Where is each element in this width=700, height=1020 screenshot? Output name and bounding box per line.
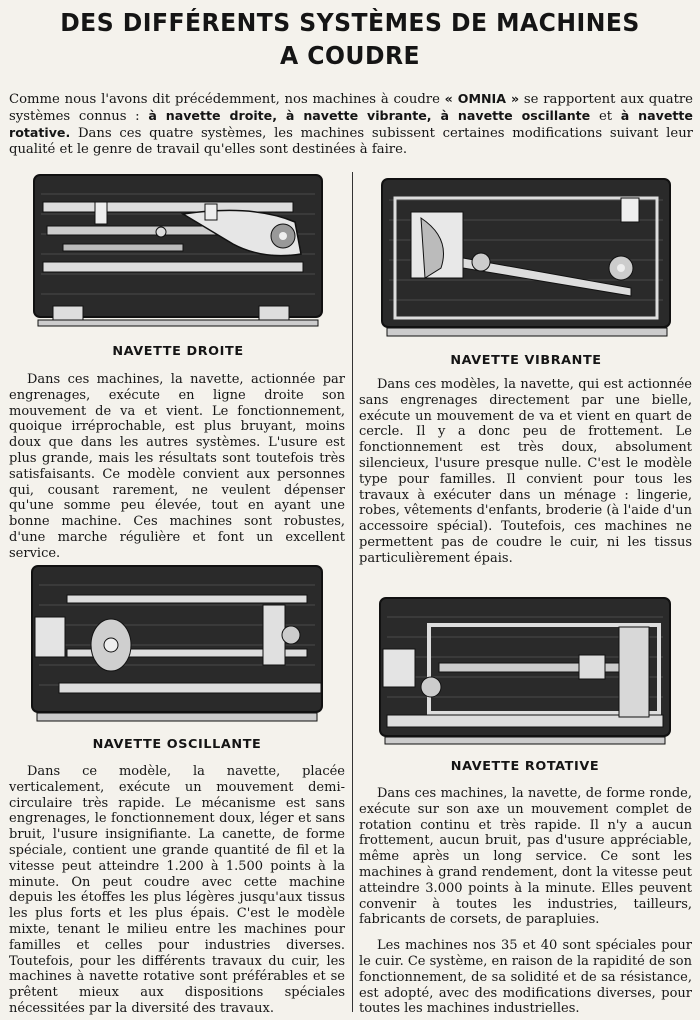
column-divider bbox=[352, 172, 353, 1012]
intro-system-rotative: à navette rotative. bbox=[9, 108, 693, 140]
navette-vibrante-illustration bbox=[381, 178, 671, 343]
navette-droite-paragraph: Dans ces machines, la navette, actionnée par engrenages, exécute en ligne droite son mouvement de va et vient. Le fonctionnement, quoique irréprochable, est plus bruyant, moins doux que dans les autres systèmes. L'usure est plus grande, mais les résultats sont toutefois très satisfaisants. Ce modèle convient aux personnes qui, cousant rarement, ne veulent dépenser qu'une somme peu élevée, tout en ayant une bonne machine. Ces machines sont robustes, d'une marche régulière et font un excellent service. bbox=[9, 372, 345, 561]
navette-rotative-caption: NAVETTE ROTATIVE bbox=[450, 759, 600, 774]
navette-rotative-paragraph-1: Dans ces machines, la navette, de forme ronde, exécute sur son axe un mouvement complet de rotation continu et très rapide. Il n'y a aucun frottement, aucun bruit, pas d'usure appréciable, même après un long service. Ce sont les machines à grand rendement, dont la vitesse peut atteindre 3.000 points à la minute. Elles peuvent convenir à toutes les industries, tailleurs, fabricants de corsets, de parapluies. bbox=[359, 786, 692, 928]
intro-paragraph bbox=[9, 91, 693, 158]
navette-oscillante-illustration bbox=[31, 565, 323, 725]
intro-text-4: Dans ces quatre systèmes, les machines subissent certaines modifications suivant leur qualité et le genre de travail qu'elles sont destinées à faire. bbox=[9, 126, 693, 157]
navette-droite-illustration bbox=[33, 174, 323, 334]
intro-brand: « OMNIA » bbox=[444, 91, 520, 106]
intro-text-2: se rapportent aux quatre systèmes connus : bbox=[9, 92, 693, 124]
navette-rotative-illustration bbox=[379, 597, 671, 747]
navette-droite-text bbox=[9, 372, 345, 562]
navette-oscillante-caption: NAVETTE OSCILLANTE bbox=[92, 737, 262, 752]
intro-text-3: et bbox=[590, 109, 621, 124]
page-title-line-2: A COUDRE bbox=[279, 41, 421, 70]
navette-droite-caption: NAVETTE DROITE bbox=[112, 344, 244, 359]
intro-text-1: Comme nous l'avons dit précédemment, nos machines à coudre bbox=[9, 92, 445, 107]
navette-vibrante-text bbox=[359, 377, 692, 567]
navette-vibrante-caption: NAVETTE VIBRANTE bbox=[450, 353, 602, 368]
navette-rotative-text bbox=[359, 786, 692, 1017]
navette-vibrante-paragraph: Dans ces modèles, la navette, qui est actionnée sans engrenages directement par une bielle, exécute un mouvement de va et vient en quart de cercle. Il y a donc peu de frottement. Le fonctionnement est très doux, absolument silencieux, l'usure presque nulle. C'est le modèle type pour familles. Il convient pour tous les travaux à exécuter dans un ménage : lingerie, robes, vêtements d'enfants, broderie (à l'aide d'un accessoire spécial). Toutefois, ces machines ne permettent pas de coudre le cuir, ni les tissus particulièrement épais. bbox=[359, 377, 692, 566]
page-title bbox=[21, 6, 679, 72]
navette-oscillante-paragraph: Dans ce modèle, la navette, placée verticalement, exécute un mouvement demi-circulaire très rapide. Le mécanisme est sans engrenages, le fonctionnement doux, léger et sans bruit, l'usure insignifiante. La canette, de forme spéciale, contient une grande quantité de fil et la vitesse peut atteindre 1.200 à 1.500 points à la minute. On peut coudre avec cette machine depuis les étoffes les plus légères jusqu'aux tissus les plus forts et les plus épais. C'est le modèle mixte, tenant le milieu entre les machines pour familles et celles pour industries diverses. Toutefois, pour les différents travaux du cuir, les machines à navette rotative sont préférables et se prêtent mieux aux dispositions spéciales nécessitées par la diversité des travaux. bbox=[9, 764, 345, 1016]
page-title-line-1: DES DIFFÉRENTS SYSTÈMES DE MACHINES bbox=[60, 8, 640, 37]
navette-oscillante-text bbox=[9, 764, 345, 1017]
navette-rotative-paragraph-2: Les machines nos 35 et 40 sont spéciales pour le cuir. Ce système, en raison de la rapidité de son fonctionnement, de sa solidité et de sa résistance, est adopté, avec des modifications diverses, pour toutes les machines industrielles. bbox=[359, 938, 693, 1017]
intro-systems: à navette droite, à navette vibrante, à navette oscillante bbox=[148, 108, 591, 123]
